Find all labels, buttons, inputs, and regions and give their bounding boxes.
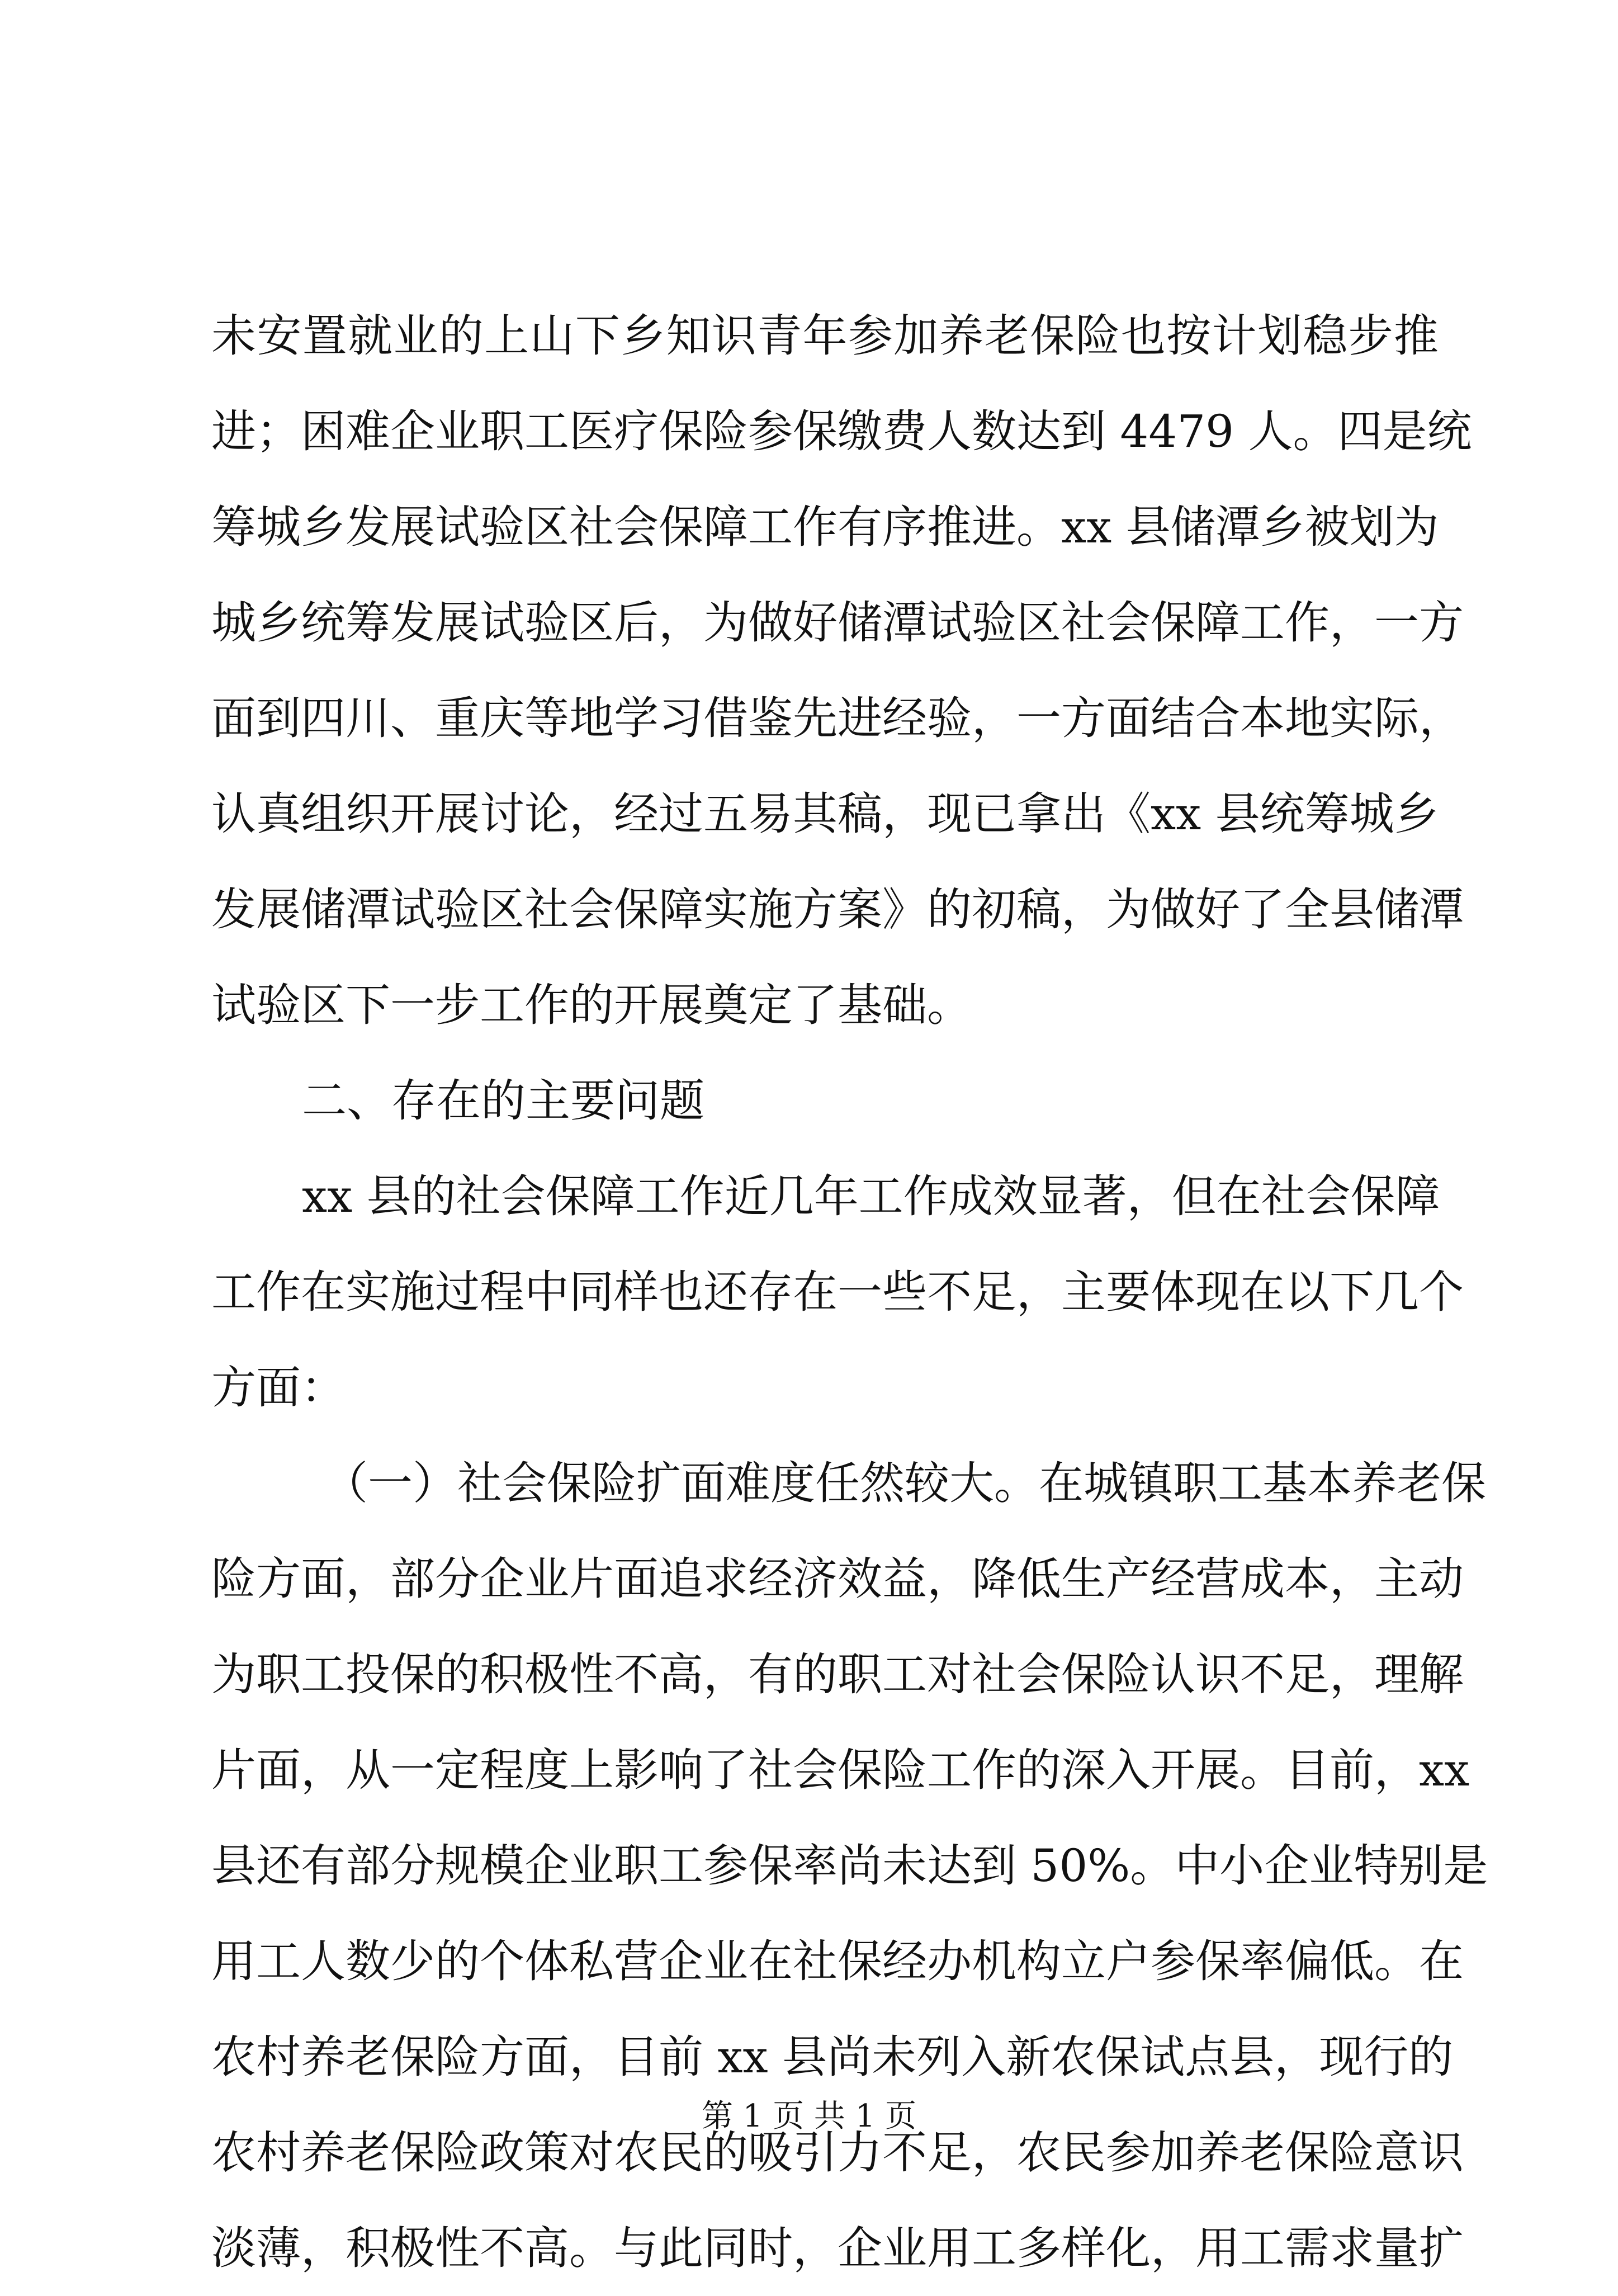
document-body: [211, 288, 1488, 2296]
text-line: 农村养老保险政策对农民的吸引力不足，农民参加养老保险意识: [211, 2127, 1464, 2179]
text-line: 发展储潭试验区社会保障实施方案》的初稿，为做好了全县储潭: [211, 884, 1464, 936]
text-line: 工作在实施过程中同样也还存在一些不足，主要体现在以下几个: [211, 1266, 1464, 1318]
text-line: 未安置就业的上山下乡知识青年参加养老保险也按计划稳步推: [211, 310, 1439, 362]
text-line: xx 县的社会保障工作近几年工作成效显著，但在社会保障: [302, 1170, 1440, 1222]
text-line: 筹城乡发展试验区社会保障工作有序推进。xx 县储潭乡被划为: [211, 501, 1439, 553]
text-line: 农村养老保险方面，目前 xx 县尚未列入新农保试点县，现行的: [211, 2031, 1454, 2083]
text-line: 县还有部分规模企业职工参保率尚未达到 50%。中小企业特别是: [211, 1840, 1488, 1892]
text-line: 试验区下一步工作的开展奠定了基础。: [211, 979, 972, 1031]
section-heading: 二、存在的主要问题: [302, 1075, 704, 1127]
subsection-heading-line: （一）社会保险扩面难度任然较大。在城镇职工基本养老保: [323, 1457, 1486, 1509]
text-line: 方面：: [211, 1362, 346, 1414]
page-number-footer: 第 1 页 共 1 页: [701, 2098, 917, 2134]
text-line: 淡薄，积极性不高。与此同时，企业用工多样化，用工需求量扩: [211, 2222, 1464, 2274]
text-line: 用工人数少的个体私营企业在社保经办机构立户参保率偏低。在: [211, 1935, 1464, 1987]
text-line: 城乡统筹发展试验区后，为做好储潭试验区社会保障工作，一方: [211, 597, 1464, 649]
text-line: 险方面，部分企业片面追求经济效益，降低生产经营成本，主动: [211, 1553, 1464, 1605]
text-line: 面到四川、重庆等地学习借鉴先进经验，一方面结合本地实际，: [211, 692, 1464, 744]
text-line: 进；困难企业职工医疗保险参保缴费人数达到 4479 人。四是统: [211, 405, 1472, 457]
text-line: 为职工投保的积极性不高，有的职工对社会保险认识不足，理解: [211, 1648, 1464, 1700]
text-line: 片面，从一定程度上影响了社会保险工作的深入开展。目前，xx: [211, 1744, 1470, 1796]
text-line: 认真组织开展讨论，经过五易其稿，现已拿出《xx 县统筹城乡: [211, 788, 1439, 840]
